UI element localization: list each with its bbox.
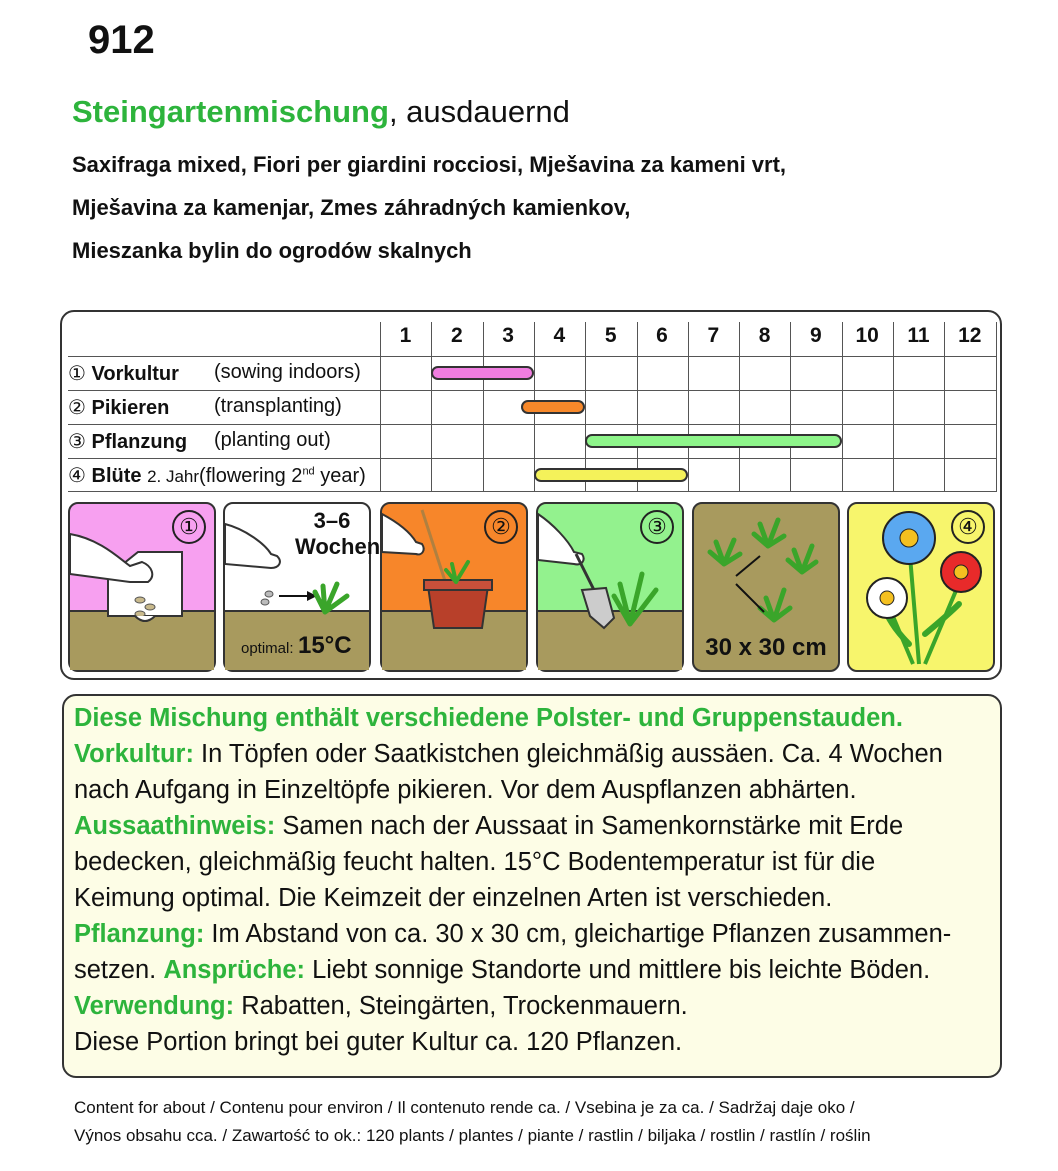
month-label: 9 [810,324,822,347]
text-line: Aussaathinweis: Samen nach der Aussaat in Samenkornstärke mit Erde [74,812,904,840]
month-label: 4 [553,324,566,347]
text-line: Vorkultur: In Töpfen oder Saatkistchen gleichmäßig aussäen. Ca. 4 Wochen [74,740,943,768]
month-label: 2 [450,324,463,347]
step-2-icon: ② [484,510,518,544]
row-label-pflanzung: ③ Pflanzung (planting out) [68,429,331,453]
panel-germination [223,502,381,672]
calendar-bar-1 [431,366,534,380]
month-label: 10 [855,324,879,347]
footer-line: Výnos obsahu cca. / Zawartość to ok.: 120 plants / plantes / piante / rastlin / biljaka / rostlin / rastlín / roślin [74,1126,871,1145]
panel-spacing [692,502,840,672]
panel-transplanting [380,502,528,672]
calendar-bar-2 [521,400,585,414]
row-label-vorkultur: ① Vorkultur (sowing indoors) [68,361,361,385]
calendar-bar-3 [585,434,842,448]
calendar-bar-4 [534,468,688,482]
month-grid [380,322,996,492]
month-label: 6 [656,324,668,347]
germination-weeks: 3–6 [313,508,351,533]
text-line: Diese Mischung enthält verschiedene Polster- und Gruppenstauden. [74,704,903,732]
month-label: 7 [707,324,720,347]
footer-line: Content for about / Contenu pour environ / Il contenuto rende ca. / Vsebina je za ca. / Sadržaj daje oko / [74,1098,855,1117]
month-label: 12 [958,324,982,347]
panel-planting [536,502,684,672]
step-1-icon: ① [172,510,206,544]
subtitle-line: Saxifraga mixed, Fiori per giardini rocciosi, Mješavina za kameni vrt, [72,152,787,177]
month-label: 11 [907,324,930,347]
panel-sowing [68,502,216,672]
subtitle-line: Mieszanka bylin do ogrodów skalnych [72,238,472,263]
month-label: 1 [399,324,412,347]
step-3-icon: ③ [640,510,674,544]
title-rest: , ausdauernd [388,94,570,129]
subtitle-line: Mješavina za kamenjar, Zmes záhradných kamienkov, [72,195,631,220]
text-line: Verwendung: Rabatten, Steingärten, Trockenmauern. [74,992,688,1020]
optimal-temperature: 15°C [297,632,352,659]
product-number: 912 [88,18,155,62]
month-label: 3 [502,324,514,347]
panel-flowering [847,502,995,672]
step-4-icon: ④ [951,510,985,544]
germination-weeks-label: Wochen [295,534,381,559]
text-line: Pflanzung: Im Abstand von ca. 30 x 30 cm, gleichartige Pflanzen zusammen- [74,920,952,948]
text-line: Diese Portion bringt bei guter Kultur ca. 120 Pflanzen. [74,1028,683,1056]
text-line: bedecken, gleichmäßig feucht halten. 15°C Bodentemperatur ist für die [74,848,876,876]
month-label: 8 [758,324,771,347]
month-label: 5 [604,324,617,347]
text-line: nach Aufgang in Einzeltöpfe pikieren. Vor dem Auspflanzen abhärten. [74,776,857,804]
title-main: Steingartenmischung [72,94,389,129]
optimal-label: optimal: [241,640,294,657]
text-line: setzen. Ansprüche: Liebt sonnige Standorte und mittlere bis leichte Böden. [74,956,931,984]
spacing-label: 30 x 30 cm [705,634,827,661]
row-label-bluete: ④ Blüte 2. Jahr(flowering 2nd year) [68,465,366,487]
row-label-pikieren: ② Pikieren (transplanting) [68,395,342,419]
text-line: Keimung optimal. Die Keimzeit der einzelnen Arten ist verschieden. [74,884,833,912]
product-title [72,94,570,130]
